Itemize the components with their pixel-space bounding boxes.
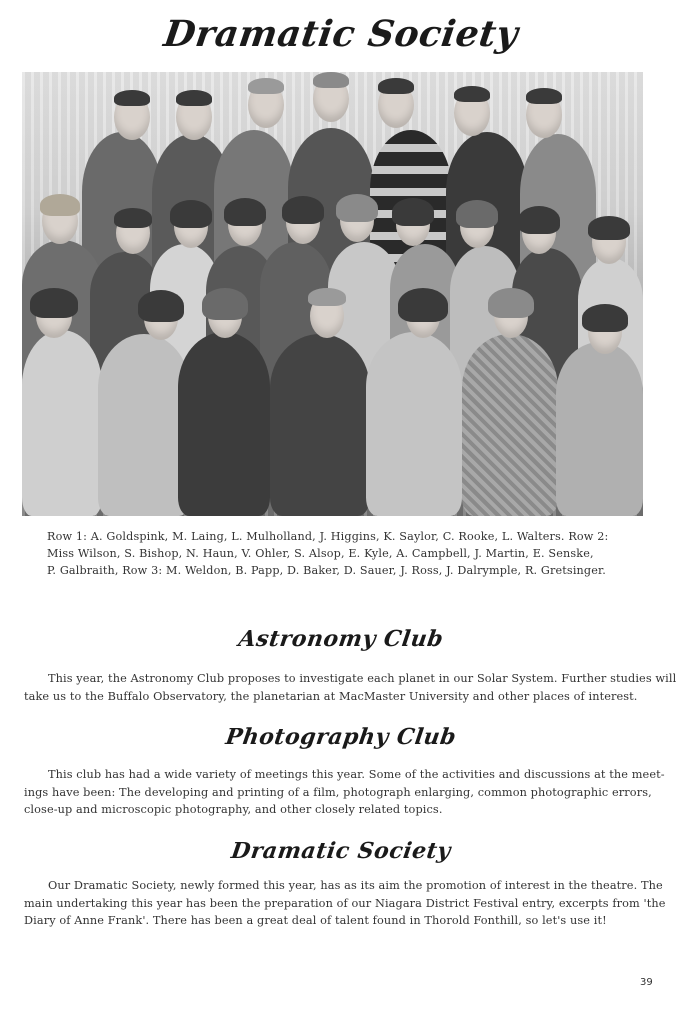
caption-line: Miss Wilson, S. Bishop, N. Haun, V. Ohler, S. Alsop, E. Kyle, A. Campbell, J. Martin, E. Senske, [47,547,594,560]
person-hair [224,198,266,226]
person-hair [582,304,628,332]
person-hair [518,206,560,234]
person-silhouette [22,330,102,516]
section-body-dramatic-society [24,877,666,930]
body-line: main undertaking this year has been the preparation of our Niagara District Festival entry, excerpts from 'the [24,896,666,910]
group-photo [22,72,643,516]
section-body-astronomy-club [24,670,677,705]
person-silhouette [462,334,558,516]
section-title-dramatic-society: Dramatic Society [229,838,453,864]
photo-caption [47,528,647,579]
body-line: This year, the Astronomy Club proposes to investigate each planet in our Solar System. Further studies will [48,672,677,685]
body-line: close-up and microscopic photography, and other closely related topics. [24,803,443,816]
person-silhouette [98,334,190,516]
body-line: take us to the Buffalo Observatory, the planetarian at MacMaster University and other places of interest. [24,689,638,703]
person-hair [378,78,414,94]
body-line: ings have been: The developing and printing of a film, photograph enlarging, common photographic errors, [24,785,652,799]
section-title-photography-club: Photography Club [224,724,458,750]
person-hair [313,72,349,88]
person-hair [30,288,78,318]
person-hair [526,88,562,104]
person-silhouette [366,332,462,516]
caption-line: Row 1: A. Goldspink, M. Laing, L. Mulholland, J. Higgins, K. Saylor, C. Rooke, L. Walters. Row 2: [47,530,609,543]
person-hair [114,90,150,106]
page-title: Dramatic Society [161,13,521,55]
section-body-photography-club [24,766,665,819]
person-hair [336,194,378,222]
person-silhouette [270,334,370,516]
person-hair [202,288,248,320]
page-number: 39 [640,977,653,988]
person-hair [40,194,80,216]
body-line: This club has had a wide variety of meetings this year. Some of the activities and discussions at the meet- [48,768,665,781]
body-line: Our Dramatic Society, newly formed this year, has as its aim the promotion of interest in the theatre. The [48,879,663,892]
person-hair [398,288,448,322]
person-silhouette [178,332,270,516]
person-hair [308,288,346,306]
person-hair [114,208,152,228]
person-hair [170,200,212,228]
person-hair [588,216,630,240]
person-hair [282,196,324,224]
body-line: Diary of Anne Frank'. There has been a great deal of talent found in Thorold Fonthill, so let's use it! [24,914,607,927]
person-hair [176,90,212,106]
person-hair [488,288,534,318]
person-hair [138,290,184,322]
section-title-astronomy-club: Astronomy Club [236,626,446,652]
person-hair [454,86,490,102]
caption-line: P. Galbraith, Row 3: M. Weldon, B. Papp, D. Baker, D. Sauer, J. Ross, J. Dalrymple, R. Gretsinger. [47,564,606,577]
person-hair [456,200,498,228]
person-silhouette [556,342,643,516]
person-hair [392,198,434,226]
person-hair [248,78,284,94]
